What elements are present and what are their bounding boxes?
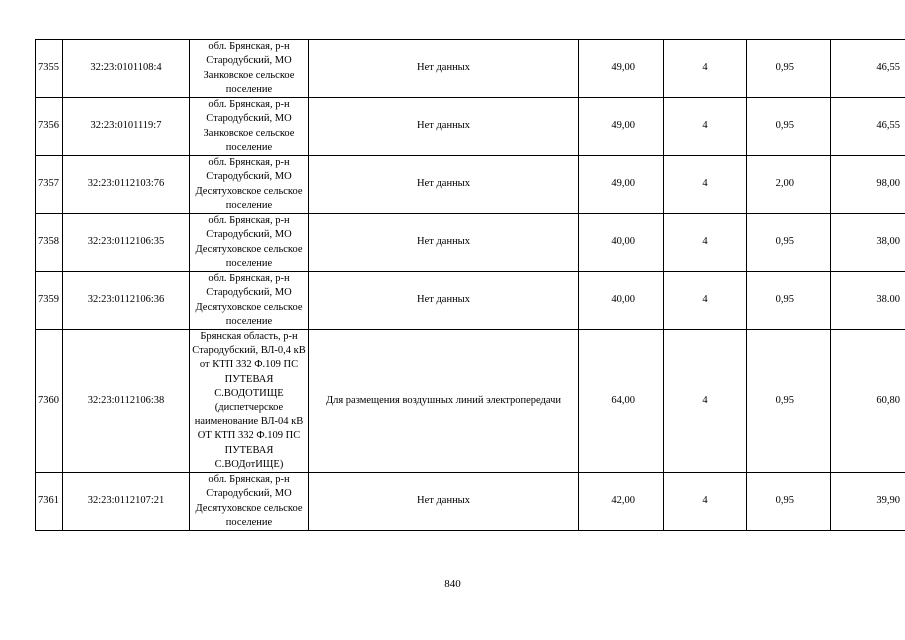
location-line: обл. Брянская, р-н xyxy=(208,41,290,53)
location-cell xyxy=(190,40,309,98)
permitted-use-cell: Нет данных xyxy=(309,40,579,98)
amount-cell: 38.00 xyxy=(831,272,905,330)
category-cell: 4 xyxy=(664,272,747,330)
land-plots-table xyxy=(35,39,905,531)
permitted-use-cell: Нет данных xyxy=(309,156,579,214)
location-line: Стародубский, МО xyxy=(206,229,292,241)
coefficient-cell: 0,95 xyxy=(747,330,831,473)
cadastral-number-cell: 32:23:0101108:4 xyxy=(63,40,190,98)
cadastral-number-cell: 32:23:0112106:36 xyxy=(63,272,190,330)
cadastral-number-cell: 32:23:0112103:76 xyxy=(63,156,190,214)
row-number-cell: 7358 xyxy=(36,214,63,272)
table-row xyxy=(36,330,905,473)
amount-cell: 38,00 xyxy=(831,214,905,272)
area-cell: 40,00 xyxy=(579,272,664,330)
location-line: обл. Брянская, р-н xyxy=(208,99,290,111)
category-cell: 4 xyxy=(664,214,747,272)
location-line: обл. Брянская, р-н xyxy=(208,273,290,285)
location-line: Занковское сельское xyxy=(203,69,295,81)
location-line: С.ВОДотИЩЕ) xyxy=(214,458,284,470)
area-cell: 40,00 xyxy=(579,214,664,272)
table-row xyxy=(36,473,905,531)
location-line: Стародубский, ВЛ-0,4 кВ xyxy=(192,345,306,357)
row-number-cell: 7359 xyxy=(36,272,63,330)
area-cell: 49,00 xyxy=(579,156,664,214)
location-cell xyxy=(190,156,309,214)
location-line: от КТП 332 Ф.109 ПС xyxy=(199,359,299,371)
category-cell: 4 xyxy=(664,156,747,214)
location-line: Десятуховское сельское xyxy=(195,185,303,197)
location-line: Стародубский, МО xyxy=(206,287,292,299)
location-cell xyxy=(190,330,309,473)
category-cell: 4 xyxy=(664,40,747,98)
permitted-use-cell: Нет данных xyxy=(309,214,579,272)
coefficient-cell: 0,95 xyxy=(747,473,831,531)
amount-cell: 46,55 xyxy=(831,40,905,98)
cadastral-number-cell: 32:23:0101119:7 xyxy=(63,98,190,156)
table-row xyxy=(36,98,905,156)
cadastral-number-cell: 32:23:0112106:38 xyxy=(63,330,190,473)
cadastral-number-cell: 32:23:0112107:21 xyxy=(63,473,190,531)
location-line: ПУТЕВАЯ xyxy=(224,444,274,456)
amount-cell: 46,55 xyxy=(831,98,905,156)
coefficient-cell: 0,95 xyxy=(747,40,831,98)
location-cell xyxy=(190,214,309,272)
area-cell: 49,00 xyxy=(579,40,664,98)
location-line: обл. Брянская, р-н xyxy=(208,215,290,227)
location-cell xyxy=(190,98,309,156)
location-line: поселение xyxy=(225,257,273,269)
area-cell: 49,00 xyxy=(579,98,664,156)
location-line: Стародубский, МО xyxy=(206,113,292,125)
permitted-use-cell: Нет данных xyxy=(309,272,579,330)
row-number-cell: 7357 xyxy=(36,156,63,214)
amount-cell: 98,00 xyxy=(831,156,905,214)
amount-cell: 39,90 xyxy=(831,473,905,531)
location-line: поселение xyxy=(225,315,273,327)
permitted-use-cell: Для размещения воздушных линий электропередачи xyxy=(309,330,579,473)
location-line: обл. Брянская, р-н xyxy=(208,157,290,169)
coefficient-cell: 0,95 xyxy=(747,272,831,330)
location-line: ОТ КТП 332 Ф.109 ПС xyxy=(197,430,301,442)
location-line: поселение xyxy=(225,83,273,95)
location-line: поселение xyxy=(225,199,273,211)
table-row xyxy=(36,40,905,98)
area-cell: 42,00 xyxy=(579,473,664,531)
location-line: поселение xyxy=(225,141,273,153)
amount-cell: 60,80 xyxy=(831,330,905,473)
category-cell: 4 xyxy=(664,473,747,531)
table-body xyxy=(36,40,905,531)
location-line: ПУТЕВАЯ xyxy=(224,373,274,385)
table-row xyxy=(36,272,905,330)
row-number-cell: 7361 xyxy=(36,473,63,531)
location-line: (диспетчерское xyxy=(214,402,284,414)
row-number-cell: 7360 xyxy=(36,330,63,473)
area-cell: 64,00 xyxy=(579,330,664,473)
category-cell: 4 xyxy=(664,98,747,156)
page-number: 840 xyxy=(444,578,461,590)
category-cell: 4 xyxy=(664,330,747,473)
coefficient-cell: 2,00 xyxy=(747,156,831,214)
row-number-cell: 7356 xyxy=(36,98,63,156)
location-line: Десятуховское сельское xyxy=(195,301,303,313)
table-row xyxy=(36,156,905,214)
coefficient-cell: 0,95 xyxy=(747,214,831,272)
location-cell xyxy=(190,272,309,330)
row-number-cell: 7355 xyxy=(36,40,63,98)
location-line: Стародубский, МО xyxy=(206,488,292,500)
location-line: обл. Брянская, р-н xyxy=(208,474,290,486)
location-line: Стародубский, МО xyxy=(206,55,292,67)
location-line: Занковское сельское xyxy=(203,127,295,139)
permitted-use-cell: Нет данных xyxy=(309,473,579,531)
location-line: поселение xyxy=(225,516,273,528)
cadastral-number-cell: 32:23:0112106:35 xyxy=(63,214,190,272)
permitted-use-cell: Нет данных xyxy=(309,98,579,156)
location-line: Стародубский, МО xyxy=(206,171,292,183)
location-line: Десятуховское сельское xyxy=(195,502,303,514)
coefficient-cell: 0,95 xyxy=(747,98,831,156)
location-line: Брянская область, р-н xyxy=(200,331,298,342)
location-line: наименование ВЛ-04 кВ xyxy=(194,416,304,428)
location-line: С.ВОДОТИЩЕ xyxy=(214,387,284,399)
table-row xyxy=(36,214,905,272)
location-cell xyxy=(190,473,309,531)
location-line: Десятуховское сельское xyxy=(195,243,303,255)
